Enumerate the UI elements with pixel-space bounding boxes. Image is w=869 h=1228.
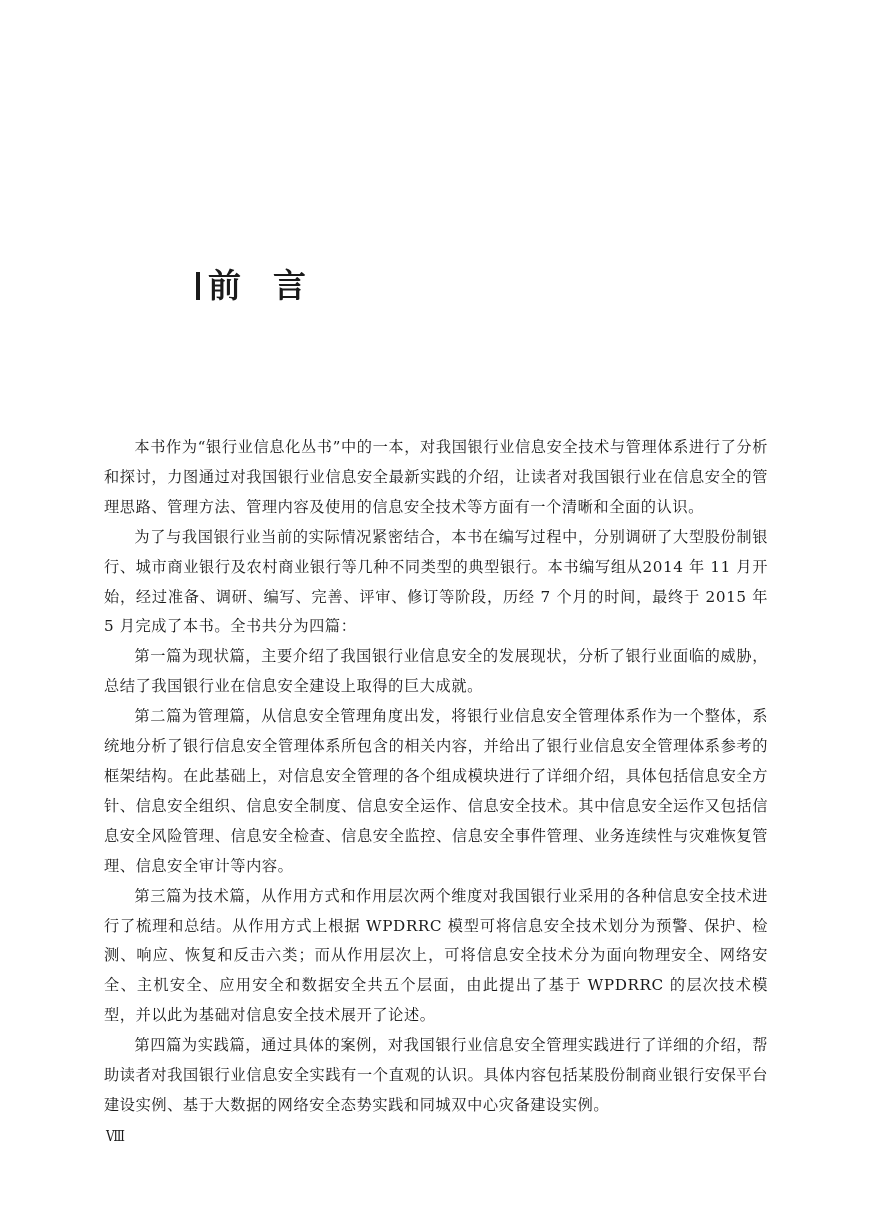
paragraph-3: 第一篇为现状篇，主要介绍了我国银行业信息安全的发展现状，分析了银行业面临的威胁，总结了我国银行业在信息安全建设上取得的巨大成就。 bbox=[104, 647, 768, 696]
paragraph-4: 第二篇为管理篇，从信息安全管理角度出发，将银行业信息安全管理体系作为一个整体，系统地分析了银行信息安全管理体系所包含的相关内容，并给出了银行业信息安全管理体系参考的框架结构。在此基础上，对信息安全管理的各个组成模块进行了详细介绍，具体包括信息安全方针、信息安全组织、信息安全制度、信息安全运作、信息安全技术。其中信息安全运作又包括信息安全风险管理、信息安全检查、信息安全监控、信息安全事件管理、业务连续性与灾难恢复管理、信息安全审计等内容。 bbox=[104, 707, 768, 875]
preface-body bbox=[104, 433, 768, 1121]
heading-title: 前言 bbox=[208, 266, 338, 305]
page-number: Ⅷ bbox=[106, 1127, 125, 1145]
paragraph-6: 第四篇为实践篇，通过具体的案例，对我国银行业信息安全管理实践进行了详细的介绍，帮助读者对我国银行业信息安全实践有一个直观的认识。具体内容包括某股份制商业银行安保平台建设实例、基于大数据的网络安全态势实践和同城双中心灾备建设实例。 bbox=[104, 1036, 768, 1114]
chapter-heading bbox=[196, 262, 338, 310]
paragraph-5: 第三篇为技术篇，从作用方式和作用层次两个维度对我国银行业采用的各种信息安全技术进行了梳理和总结。从作用方式上根据 WPDRRC 模型可将信息安全技术划分为预警、保护、检测、响应、恢复和反击六类；而从作用层次上，可将信息安全技术分为面向物理安全、网络安全、主机安全、应用安全和数据安全共五个层面，由此提出了基于 WPDRRC 的层次技术模型，并以此为基础对信息安全技术展开了论述。 bbox=[104, 886, 768, 1025]
paragraph-2: 为了与我国银行业当前的实际情况紧密结合，本书在编写过程中，分别调研了大型股份制银行、城市商业银行及农村商业银行等几种不同类型的典型银行。本书编写组从2014 年 11 月开始，经过准备、调研、编写、完善、评审、修订等阶段，历经 7 个月的时间，最终于 2015 年 5 月完成了本书。全书共分为四篇： bbox=[104, 527, 768, 636]
heading-marker-bar bbox=[196, 272, 200, 300]
paragraph-1: 本书作为“银行业信息化丛书”中的一本，对我国银行业信息安全技术与管理体系进行了分析和探讨，力图通过对我国银行业信息安全最新实践的介绍，让读者对我国银行业在信息安全的管理思路、管理方法、管理内容及使用的信息安全技术等方面有一个清晰和全面的认识。 bbox=[104, 438, 768, 516]
